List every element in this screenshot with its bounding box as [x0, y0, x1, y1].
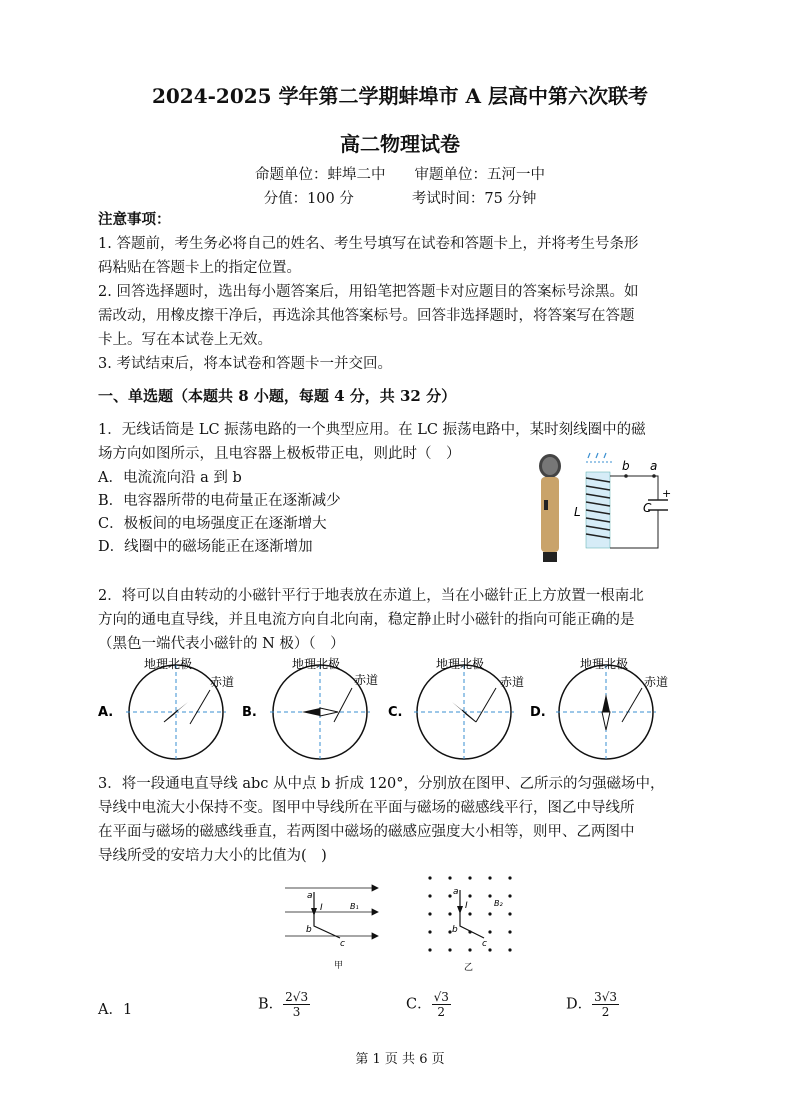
exam-title: 2024-2025 学年第二学期蚌埠市 A 层高中第六次联考 [151, 84, 649, 108]
q3-figure-yi [420, 870, 530, 975]
q1-option-d: D．线圈中的磁场能正在逐渐增加 [98, 539, 313, 555]
label-b: b [306, 925, 312, 935]
circuit-wires [610, 474, 668, 548]
option-letter: D. [530, 705, 546, 720]
option-letter: C. [388, 705, 403, 720]
compass-figure-d [530, 656, 668, 759]
compass-figure-b [242, 656, 378, 759]
equator-label: 赤道 [500, 675, 525, 689]
label-current: I [465, 901, 468, 911]
exam-info-line2: 分值：100 分 考试时间：75 分钟 [263, 191, 537, 207]
fraction [283, 990, 310, 1019]
denominator: 2 [601, 1005, 610, 1019]
equator-label: 赤道 [210, 675, 235, 689]
q3-stem-line1: 3．将一段通电直导线 abc 从中点 b 折成 120°，分别放在图甲、乙所示的匀强磁场中， [98, 776, 665, 792]
q1-stem-line1: 1．无线话筒是 LC 振荡电路的一个典型应用。在 LC 振荡电路中，某时刻线圈中的磁 [98, 422, 646, 438]
section-heading: 一、单选题（本题共 8 小题，每题 4 分，共 32 分） [98, 387, 457, 405]
label-L: L [574, 505, 581, 519]
notice-line: 3. 考试结束后，将本试卷和答题卡一并交回。 [98, 356, 392, 372]
q3-stem-line4: 导线所受的安培力大小的比值为( ) [98, 848, 327, 864]
q3-stem-line2: 导线中电流大小保持不变。图甲中导线所在平面与磁场的磁感线平行，图乙中导线所 [98, 800, 635, 816]
q3-option-a [98, 1000, 132, 1020]
label-c: c [340, 939, 345, 949]
label-C: C [643, 501, 652, 515]
option-value: 1 [122, 1002, 133, 1018]
equator-label: 赤道 [644, 675, 669, 689]
label-c: c [482, 939, 487, 949]
north-label: 地理北极 [144, 657, 193, 671]
label-b: b [622, 459, 630, 473]
microphone-image [539, 454, 561, 562]
coil-symbol [586, 453, 612, 548]
q2-stem-line3: （黑色一端代表小磁针的 N 极）（ ） [98, 636, 345, 652]
q1-stem-line2: 场方向如图所示，且电容器上极板带正电，则此时（ ） [98, 446, 461, 462]
north-label: 地理北极 [580, 657, 629, 671]
option-letter: B． [258, 996, 284, 1013]
notice-line: 需改动，用橡皮擦干净后，再选涂其他答案标号。回答非选择题时，将答案写在答题 [98, 308, 635, 324]
q3-stem-line3: 在平面与磁场的磁感线垂直，若两图中磁场的磁感应强度大小相等，则甲、乙两图中 [98, 824, 635, 840]
q2-stem-line1: 2．将可以自由转动的小磁针平行于地表放在赤道上，当在小磁针正上方放置一根南北 [98, 588, 644, 604]
north-label: 地理北极 [436, 657, 485, 671]
q1-figure [530, 448, 670, 568]
exam-info-line1: 命题单位：蚌埠二中 审题单位：五河一中 [255, 167, 545, 183]
q1-option-c: C．极板间的电场强度正在逐渐增大 [98, 516, 327, 532]
label-current: I [320, 903, 323, 913]
label-b2: B₂ [494, 899, 503, 908]
label-a: a [453, 887, 459, 897]
option-letter: B. [242, 705, 257, 720]
option-letter: D． [566, 996, 593, 1013]
caption-jia: 甲 [334, 961, 344, 971]
denominator: 2 [437, 1005, 446, 1019]
numerator: √3 [433, 990, 449, 1004]
label-a: a [650, 459, 658, 473]
option-letter: A． [98, 1002, 123, 1018]
q3-option-c [406, 990, 451, 1019]
notice-heading: 注意事项： [98, 211, 171, 228]
notice-line: 码粘贴在答题卡上的指定位置。 [98, 260, 301, 276]
label-a: a [307, 891, 313, 901]
q1-option-a: A．电流流向沿 a 到 b [98, 470, 242, 486]
q3-figure-jia [280, 878, 390, 973]
equator-label: 赤道 [354, 673, 379, 687]
fraction [432, 990, 451, 1019]
denominator: 3 [292, 1005, 301, 1019]
q3-option-b [258, 990, 310, 1019]
fraction [592, 990, 619, 1019]
q2-stem-line2: 方向的通电直导线，并且电流方向自北向南，稳定静止时小磁针的指向可能正确的是 [98, 612, 635, 628]
label-b: b [452, 925, 458, 935]
north-label: 地理北极 [292, 657, 341, 671]
option-letter: A. [98, 705, 114, 720]
q2-figures [98, 656, 718, 766]
numerator: 2√3 [285, 990, 309, 1004]
page-number: 第 1 页 共 6 页 [355, 1052, 445, 1067]
exam-subtitle: 高二物理试卷 [340, 132, 460, 156]
q3-option-d [566, 990, 619, 1019]
caption-yi: 乙 [464, 963, 474, 973]
compass-figure-a [98, 656, 234, 759]
label-plus: + [662, 487, 672, 500]
label-b1: B₁ [350, 902, 359, 911]
notice-line: 卡上。写在本试卷上无效。 [98, 332, 272, 348]
q1-option-b: B．电容器所带的电荷量正在逐渐减少 [98, 493, 341, 509]
option-letter: C． [406, 996, 432, 1013]
numerator: 3√3 [594, 990, 618, 1004]
notice-line: 2. 回答选择题时，选出每小题答案后，用铅笔把答题卡对应题目的答案标号涂黑。如 [98, 284, 639, 300]
compass-figure-c [388, 656, 524, 759]
notice-line: 1. 答题前，考生务必将自己的姓名、考生号填写在试卷和答题卡上，并将考生号条形 [98, 236, 639, 252]
